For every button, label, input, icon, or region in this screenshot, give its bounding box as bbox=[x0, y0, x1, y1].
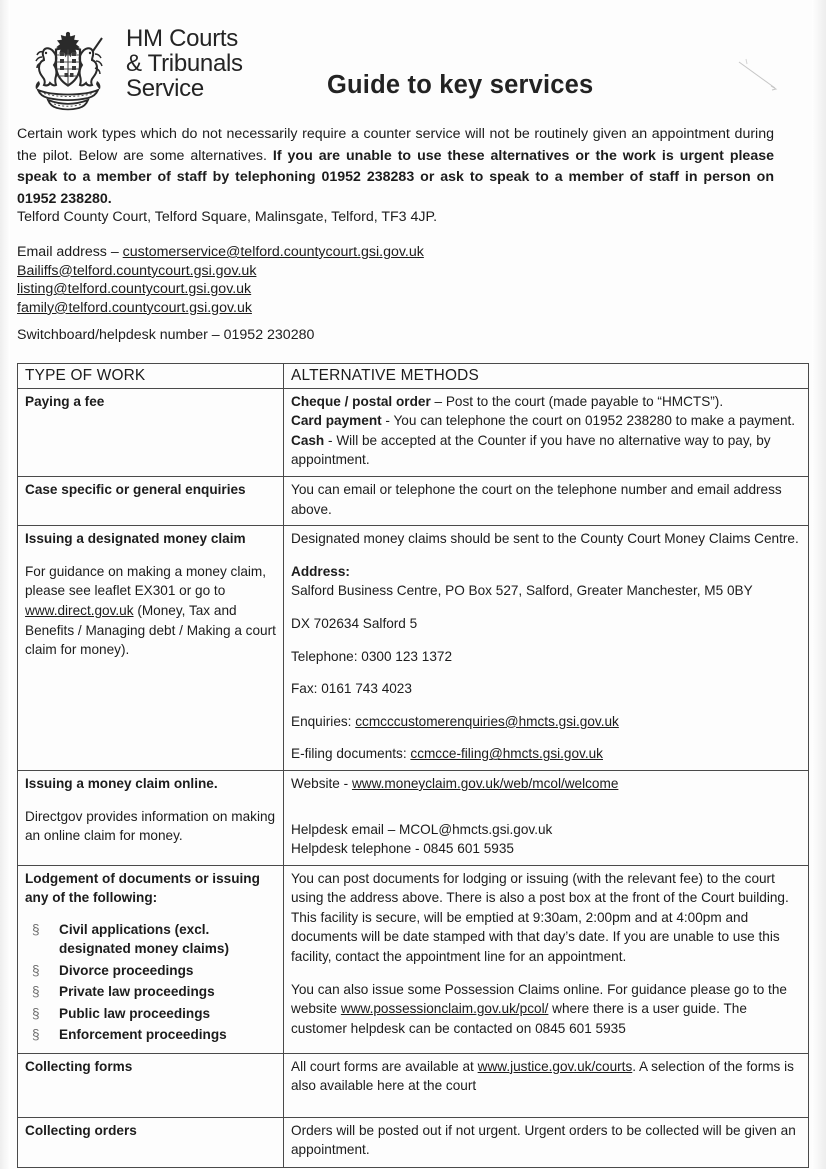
possession-text-pre: You can also issue some Possession Claims online. For guidance please go to the website bbox=[291, 981, 787, 1017]
row-label-collecting-forms bbox=[18, 1053, 284, 1117]
email-address-listing[interactable]: listing@telford.countycourt.gsi.gov.uk bbox=[17, 281, 252, 298]
row-label-text: Collecting forms bbox=[25, 1058, 133, 1074]
ccmcc-dx: DX 702634 Salford 5 bbox=[291, 615, 418, 631]
payment-method-cash bbox=[291, 431, 801, 470]
section-mark-icon: § bbox=[32, 984, 40, 1000]
ccmcc-telephone: Telephone: 0300 123 1372 bbox=[291, 648, 453, 664]
row-label-designated-money-claim bbox=[18, 526, 284, 771]
mcol-helpdesk-email: Helpdesk email – MCOL@hmcts.gsi.gov.uk bbox=[291, 821, 553, 837]
email-label: Email address – bbox=[17, 244, 123, 260]
lodgement-bullet-list bbox=[25, 920, 276, 1045]
email-ccmcc-efiling[interactable]: ccmcce-filing@hmcts.gsi.gov.uk bbox=[410, 746, 603, 762]
row-content-collecting-orders bbox=[284, 1117, 809, 1167]
cheque-text: – Post to the court (made payable to “HMCTS”). bbox=[430, 393, 724, 409]
table-row-collecting-orders bbox=[18, 1117, 809, 1167]
table-row-lodgement bbox=[18, 865, 809, 1053]
collecting-forms-text bbox=[291, 1057, 801, 1096]
column-header-alternative-methods: ALTERNATIVE METHODS bbox=[284, 364, 809, 389]
cash-label: Cash bbox=[291, 432, 325, 448]
lodgement-paragraph-possession bbox=[291, 980, 801, 1039]
court-address: Telford County Court, Telford Square, Malinsgate, Telford, TF3 4JP. bbox=[17, 209, 438, 225]
card-label: Card payment bbox=[291, 413, 382, 429]
list-item bbox=[25, 1025, 276, 1045]
switchboard-number: Switchboard/helpdesk number – 01952 230280 bbox=[17, 327, 315, 343]
intro-text-normal: Certain work types which do not necessarily require a counter service will not be routinely given an appointment during the pilot. Below are some alternatives. bbox=[17, 126, 774, 164]
email-ccmcc-enquiries[interactable]: ccmcccustomerenquiries@hmcts.gsi.gov.uk bbox=[355, 713, 619, 729]
intro-text-bold: If you are unable to use these alternatives or the work is urgent please speak to a member of staff by telephoning 01952 238283 or ask to speak to a member of staff in person on 01952 238280. bbox=[17, 147, 774, 207]
ccmcc-enquiries bbox=[291, 712, 801, 732]
email-address-bailiffs[interactable]: Bailiffs@telford.countycourt.gsi.gov.uk bbox=[17, 262, 257, 279]
row-label-money-claim-online bbox=[18, 770, 284, 865]
email-block bbox=[17, 243, 424, 317]
scan-edge-left bbox=[0, 0, 10, 1169]
row-label-text: Paying a fee bbox=[25, 393, 105, 409]
guidance-text-post: (Money, Tax and Benefits / Managing debt / Making a court claim for money). bbox=[25, 602, 276, 658]
address-value: Salford Business Centre, PO Box 527, Salford, Greater Manchester, M5 0BY bbox=[291, 583, 753, 599]
collecting-orders-text: Orders will be posted out if not urgent. Urgent orders to be collected will be given an appointment. bbox=[291, 1122, 796, 1158]
table-row-enquiries bbox=[18, 476, 809, 525]
link-direct-gov-uk[interactable]: www.direct.gov.uk bbox=[25, 602, 134, 618]
link-possessionclaim-gov-uk[interactable]: www.possessionclaim.gov.uk/pcol/ bbox=[340, 1001, 549, 1017]
key-services-table bbox=[17, 363, 809, 1168]
list-item bbox=[25, 920, 276, 959]
masthead bbox=[22, 26, 782, 118]
row-label-text: Issuing a money claim online. bbox=[25, 775, 218, 791]
row-label-text: Issuing a designated money claim bbox=[25, 531, 246, 547]
lodgement-paragraph-post: You can post documents for lodging or issuing (with the relevant fee) to the court using the address above. There is also a post box at the front of the Court building. This facility is secure, will be emptied at 9:30am, 2:00pm and at 4:00pm and documents will be date stamped with that day’s date. If you are unable to use this facility, contact the appointment line for an appointment. bbox=[291, 870, 789, 965]
wordmark-line-1: HM Courts bbox=[126, 25, 238, 52]
row-label-text: Lodgement of documents or issuing any of the following: bbox=[25, 870, 260, 906]
list-item-label: Divorce proceedings bbox=[59, 962, 194, 978]
ccmcc-fax: Fax: 0161 743 4023 bbox=[291, 681, 412, 697]
row-content-paying-a-fee bbox=[284, 388, 809, 476]
table-row-money-claim-online bbox=[18, 770, 809, 865]
enquiries-text: You can email or telephone the court on the telephone number and email address above. bbox=[291, 481, 782, 517]
card-text: - You can telephone the court on 01952 238280 to make a payment. bbox=[381, 413, 796, 429]
link-moneyclaim-gov-uk[interactable]: www.moneyclaim.gov.uk/web/mcol/welcome bbox=[351, 775, 619, 791]
table-row-collecting-forms bbox=[18, 1053, 809, 1117]
enquiries-label: Enquiries: bbox=[291, 713, 356, 729]
payment-method-card bbox=[291, 411, 801, 431]
cash-text: - Will be accepted at the Counter if you have no alternative way to pay, by appointment. bbox=[291, 432, 771, 468]
efiling-label: E-filing documents: bbox=[291, 746, 411, 762]
payment-method-cheque bbox=[291, 392, 801, 412]
royal-coat-of-arms-icon bbox=[22, 28, 114, 112]
scan-edge-right bbox=[812, 0, 826, 1169]
row-label-paying-a-fee bbox=[18, 388, 284, 476]
row-content-enquiries bbox=[284, 476, 809, 525]
mcol-helpdesk-phone: Helpdesk telephone - 0845 601 5935 bbox=[291, 841, 514, 857]
forms-text-pre: All court forms are available at bbox=[291, 1058, 478, 1074]
row-label-text: Case specific or general enquiries bbox=[25, 481, 246, 497]
address-label: Address: bbox=[291, 563, 350, 579]
money-claim-guidance bbox=[25, 562, 276, 660]
column-header-type-of-work: TYPE OF WORK bbox=[18, 364, 284, 389]
row-label-text: Collecting orders bbox=[25, 1122, 137, 1138]
link-justice-gov-uk-courts[interactable]: www.justice.gov.uk/courts bbox=[477, 1058, 633, 1074]
row-content-money-claim-online bbox=[284, 770, 809, 865]
mcol-website-line bbox=[291, 774, 801, 794]
row-content-lodgement bbox=[284, 865, 809, 1053]
table-row-paying-a-fee bbox=[18, 388, 809, 476]
email-address-customerservice[interactable]: customerservice@telford.countycourt.gsi.gov.uk bbox=[122, 244, 424, 260]
hmcts-wordmark bbox=[126, 26, 243, 101]
list-item bbox=[25, 1004, 276, 1024]
list-item-label: Private law proceedings bbox=[59, 984, 215, 1000]
ccmcc-efiling bbox=[291, 744, 801, 764]
wordmark-line-2: & Tribunals bbox=[126, 50, 243, 77]
ccmcc-address-block bbox=[291, 562, 801, 601]
wordmark-line-3: Service bbox=[126, 75, 204, 102]
row-label-enquiries bbox=[18, 476, 284, 525]
section-mark-icon: § bbox=[32, 962, 40, 978]
page-title: Guide to key services bbox=[327, 71, 594, 99]
row-label-lodgement bbox=[18, 865, 284, 1053]
list-item-label: Enforcement proceedings bbox=[59, 1027, 227, 1043]
section-mark-icon: § bbox=[32, 1005, 40, 1021]
section-mark-icon: § bbox=[32, 921, 40, 937]
row-content-collecting-forms bbox=[284, 1053, 809, 1117]
list-item bbox=[25, 961, 276, 981]
list-item-label: Civil applications (excl. designated money claims) bbox=[59, 921, 229, 957]
table-header-row bbox=[18, 364, 809, 389]
intro-paragraph bbox=[17, 124, 774, 210]
row-content-designated-money-claim bbox=[284, 526, 809, 771]
list-item-label: Public law proceedings bbox=[59, 1005, 211, 1021]
email-line-primary bbox=[17, 243, 424, 262]
cheque-label: Cheque / postal order bbox=[291, 393, 431, 409]
table-row-designated-money-claim bbox=[18, 526, 809, 771]
guidance-text-pre: For guidance on making a money claim, please see leaflet EX301 or go to bbox=[25, 563, 267, 599]
website-label: Website - bbox=[291, 775, 352, 791]
money-claim-online-sub: Directgov provides information on making an online claim for money. bbox=[25, 808, 276, 844]
email-address-family[interactable]: family@telford.countycourt.gsi.gov.uk bbox=[17, 299, 252, 316]
list-item bbox=[25, 982, 276, 1002]
forms-text-post: . A selection of the forms is also available here at the court bbox=[291, 1058, 794, 1094]
section-mark-icon: § bbox=[32, 1027, 40, 1043]
ccmcc-intro: Designated money claims should be sent to the County Court Money Claims Centre. bbox=[291, 531, 799, 547]
possession-text-post: where there is a user guide. The customer helpdesk can be contacted on 0845 601 5935 bbox=[291, 1001, 747, 1036]
row-label-collecting-orders bbox=[18, 1117, 284, 1167]
